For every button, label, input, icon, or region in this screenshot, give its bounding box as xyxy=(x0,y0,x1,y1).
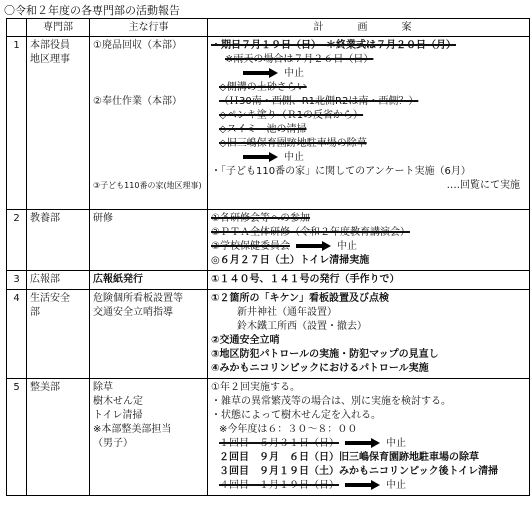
plan-line: ◇側溝の土砂さらい xyxy=(219,82,307,93)
plan-cell xyxy=(208,271,530,290)
right-arrow-icon xyxy=(243,68,278,78)
dept-cell xyxy=(27,210,90,271)
plan-line: ①２箇所の「キケン」看板設置及び点検 xyxy=(211,293,389,304)
events-cell xyxy=(90,271,208,290)
plan-line: ※雨天の場合は７月２６日（日） xyxy=(225,54,374,65)
cancel-note: 中止 xyxy=(211,151,526,165)
right-arrow-icon xyxy=(243,152,278,162)
events-cell xyxy=(90,37,208,210)
header-no xyxy=(7,19,27,37)
plan-line: ・状態によって樹木せん定を入れる。 xyxy=(211,410,381,421)
plan-line: （Ｈ30南・西側、R1北側R2は南・西側？） xyxy=(219,96,419,107)
dept-name: 教養部 xyxy=(30,213,60,224)
header-events: 主な行事 xyxy=(90,19,208,37)
plan-line: ２回目 ９月 ６日（日）旧三嶋保育園跡地駐車場の除草 xyxy=(219,452,479,463)
table-row xyxy=(7,37,530,210)
dept-cell xyxy=(27,271,90,290)
events-cell xyxy=(90,210,208,271)
dept-name: 生活安全 xyxy=(30,293,70,304)
event-item: 危険個所看板設置等 xyxy=(93,293,183,304)
plan-cell xyxy=(208,210,530,271)
dept-name: 広報部 xyxy=(30,274,60,285)
event-item: （男子） xyxy=(93,438,133,449)
plan-line: ①年２回実施する。 xyxy=(211,382,300,393)
header-row xyxy=(7,19,530,37)
table-row xyxy=(7,271,530,290)
table-row xyxy=(7,379,530,496)
plan-line: ◇ペンキ塗り（Ｒ1の反省から） xyxy=(219,110,364,121)
header-dept: 専門部 xyxy=(27,19,90,37)
plan-line: ①各研修会等への参加 xyxy=(211,213,310,224)
table-row xyxy=(7,210,530,271)
row-number: 5 xyxy=(7,379,27,496)
header-plan: 計 画 案 xyxy=(208,19,530,37)
right-arrow-icon xyxy=(345,480,380,490)
right-arrow-icon xyxy=(345,438,380,448)
event-item: 研修 xyxy=(93,213,113,224)
plan-line: ４回目 １月１９日（日） 中止 xyxy=(219,480,406,491)
plan-line: ②交通安全立哨 xyxy=(211,335,280,346)
dept-cell xyxy=(27,290,90,379)
row-number: 3 xyxy=(7,271,27,290)
dept-cell xyxy=(27,379,90,496)
activity-report-table xyxy=(6,18,530,496)
row-number: 1 xyxy=(7,37,27,210)
dept-name: 本部役員 xyxy=(30,40,70,51)
dept-name: 整美部 xyxy=(30,382,60,393)
plan-line: ①１４０号、１４１号の発行（手作りで） xyxy=(211,274,400,285)
plan-line: ③地区防犯パトロールの実施・防犯マップの見直し xyxy=(211,349,439,360)
plan-line: ④みかもニコリンピックにおけるパトロール実施 xyxy=(211,363,429,374)
plan-line: ‥‥回覧にて実施 xyxy=(446,180,520,191)
row-number: 2 xyxy=(7,210,27,271)
event-item: ③子ども110番の家(地区理事) xyxy=(93,181,202,190)
plan-cell xyxy=(208,379,530,496)
plan-cell xyxy=(208,290,530,379)
plan-line: ・「子ども110番の家」に関してのアンケート実施（6月） xyxy=(211,166,471,177)
plan-line: ◇スイミ 池の清掃 xyxy=(219,124,307,135)
plan-line: ※今年度は６：３０～８：００ xyxy=(219,424,358,435)
plan-line: ・雑草の異常繁茂等の場合は、別に実施を検討する。 xyxy=(211,396,451,407)
plan-line: ◎６月２７日（土）トイレ清掃実施 xyxy=(211,255,370,266)
plan-line: ③学校保健委員会 中止 xyxy=(211,241,357,252)
event-item: 広報紙発行 xyxy=(93,274,143,285)
right-arrow-icon xyxy=(296,241,331,251)
plan-line: １回目 ５月３１日（日） 中止 xyxy=(219,438,406,449)
table-row xyxy=(7,290,530,379)
document-title: 〇令和２年度の各専門部の活動報告 xyxy=(4,4,180,17)
event-item: トイレ清掃 xyxy=(93,410,143,421)
plan-line: ３回目 ９月１９日（土）みかもニコリンピック後トイレ清掃 xyxy=(219,466,499,477)
dept-cell xyxy=(27,37,90,210)
dept-name: 部 xyxy=(30,307,40,318)
events-cell xyxy=(90,379,208,496)
plan-line: ・期日７月１９日（日） ＊終業式は７月２０日（月） xyxy=(211,40,456,51)
events-cell xyxy=(90,290,208,379)
event-item: ※本部整美部担当 xyxy=(93,424,172,435)
event-item: ①廃品回収（本部） xyxy=(93,40,182,51)
plan-line: ◇旧三嶋保育園跡地駐車場の除草 xyxy=(219,138,367,149)
plan-line: 鈴木鐵工所西（設置・撤去） xyxy=(237,321,367,332)
event-item: 樹木せん定 xyxy=(93,396,143,407)
event-item: 交通安全立哨指導 xyxy=(93,307,173,318)
row-number: 4 xyxy=(7,290,27,379)
plan-line: 新井神社（通年設置） xyxy=(237,307,337,318)
cancel-note: 中止 xyxy=(211,67,526,81)
event-item: 除草 xyxy=(93,382,113,393)
dept-name: 地区理事 xyxy=(30,54,70,65)
plan-line: ②ＰＴＡ全体研修（令和２年度教育講演会） xyxy=(211,227,410,238)
event-item: ②奉仕作業（本部） xyxy=(93,96,182,107)
plan-cell xyxy=(208,37,530,210)
